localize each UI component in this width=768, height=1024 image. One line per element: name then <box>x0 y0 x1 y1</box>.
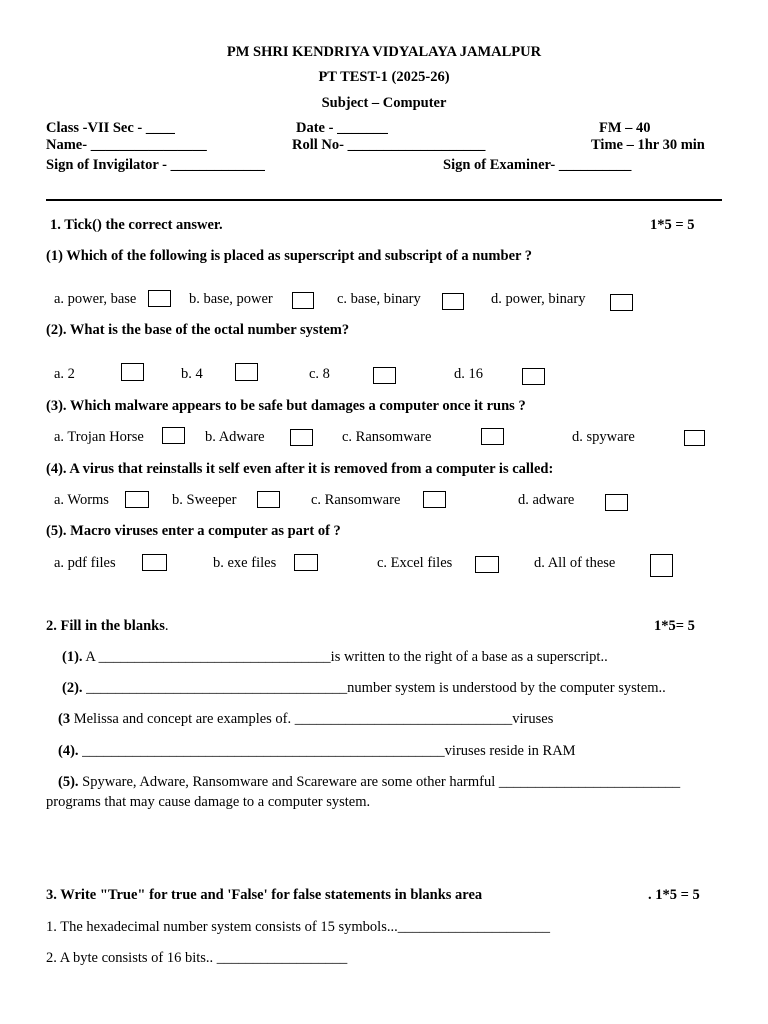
q1-option-a-checkbox[interactable] <box>148 290 171 307</box>
q3-option-c-checkbox[interactable] <box>481 428 504 445</box>
blank-item-5: (5). Spyware, Adware, Ransomware and Scareware are some other harmful _________________________ <box>58 774 681 790</box>
q1-option-b: b. base, power <box>189 291 273 307</box>
question-3: (3). Which malware appears to be safe but damages a computer once it runs ? <box>46 398 526 414</box>
q4-option-c: c. Ransomware <box>311 492 401 508</box>
q2-option-d: d. 16 <box>454 366 483 382</box>
section3-title: 3. Write "True" for true and 'False' for false statements in blanks area <box>46 887 483 903</box>
full-marks: FM – 40 <box>599 120 651 136</box>
blank-item-4: (4). __________________________________________________viruses reside in RAM <box>58 743 576 759</box>
section1-marks: 1*5 = 5 <box>650 217 695 233</box>
q5-option-c-checkbox[interactable] <box>475 556 499 573</box>
blank-item-2: (2). ____________________________________number system is understood by the computer system.. <box>62 680 666 696</box>
blank-item-1: (1). A ________________________________is written to the right of a base as a superscript.. <box>62 649 608 665</box>
q4-option-b-checkbox[interactable] <box>257 491 280 508</box>
class-section-field: Class -VII Sec - ____ <box>46 120 175 136</box>
q4-option-a: a. Worms <box>54 492 109 508</box>
q2-option-d-checkbox[interactable] <box>522 368 545 385</box>
q3-option-d-checkbox[interactable] <box>684 430 705 446</box>
q3-option-a: a. Trojan Horse <box>54 429 144 445</box>
q3-option-a-checkbox[interactable] <box>162 427 185 444</box>
invigilator-sign-field: Sign of Invigilator - _____________ <box>46 157 265 173</box>
q1-option-b-checkbox[interactable] <box>292 292 314 309</box>
question-1: (1) Which of the following is placed as superscript and subscript of a number ? <box>46 248 533 264</box>
date-field: Date - _______ <box>296 120 388 136</box>
name-field: Name- ________________ <box>46 137 207 153</box>
q3-option-b: b. Adware <box>205 429 265 445</box>
q5-option-d: d. All of these <box>534 555 616 571</box>
q3-option-c: c. Ransomware <box>342 429 432 445</box>
q4-option-d-checkbox[interactable] <box>605 494 628 511</box>
section2-title: 2. Fill in the blanks. <box>46 618 169 634</box>
q1-option-c: c. base, binary <box>337 291 421 307</box>
q5-option-a-checkbox[interactable] <box>142 554 167 571</box>
header-divider <box>46 199 722 201</box>
blank-item-5-continuation: programs that may cause damage to a computer system. <box>46 794 371 810</box>
section2-marks: 1*5= 5 <box>654 618 695 634</box>
examiner-sign-field: Sign of Examiner- __________ <box>443 157 632 173</box>
q5-option-c: c. Excel files <box>377 555 453 571</box>
time-allowed: Time – 1hr 30 min <box>591 137 705 153</box>
subject-title: Subject – Computer <box>321 95 447 111</box>
q1-option-d-checkbox[interactable] <box>610 294 633 311</box>
school-name: PM SHRI KENDRIYA VIDYALAYA JAMALPUR <box>226 44 542 60</box>
q5-option-b-checkbox[interactable] <box>294 554 318 571</box>
q2-option-c: c. 8 <box>309 366 330 382</box>
q1-option-c-checkbox[interactable] <box>442 293 464 310</box>
q4-option-b: b. Sweeper <box>172 492 237 508</box>
q5-option-b: b. exe files <box>213 555 277 571</box>
q4-option-c-checkbox[interactable] <box>423 491 446 508</box>
question-4: (4). A virus that reinstalls it self even after it is removed from a computer is called: <box>46 461 554 477</box>
true-false-item-2: 2. A byte consists of 16 bits.. __________________ <box>46 950 348 966</box>
q1-option-d: d. power, binary <box>491 291 586 307</box>
q4-option-a-checkbox[interactable] <box>125 491 149 508</box>
q2-option-a-checkbox[interactable] <box>121 363 144 381</box>
test-title: PT TEST-1 (2025-26) <box>318 69 450 85</box>
q1-option-a: a. power, base <box>54 291 137 307</box>
q2-option-b: b. 4 <box>181 366 203 382</box>
roll-no-field: Roll No- ___________________ <box>292 137 486 153</box>
blank-item-3: (3 Melissa and concept are examples of. ______________________________viruses <box>58 711 554 727</box>
q2-option-c-checkbox[interactable] <box>373 367 396 384</box>
question-2: (2). What is the base of the octal number system? <box>46 322 350 338</box>
q3-option-b-checkbox[interactable] <box>290 429 313 446</box>
q2-option-b-checkbox[interactable] <box>235 363 258 381</box>
q3-option-d: d. spyware <box>572 429 635 445</box>
q5-option-d-checkbox[interactable] <box>650 554 673 577</box>
q2-option-a: a. 2 <box>54 366 75 382</box>
section3-marks: . 1*5 = 5 <box>648 887 700 903</box>
section1-title: 1. Tick() the correct answer. <box>50 217 223 233</box>
q4-option-d: d. adware <box>518 492 575 508</box>
true-false-item-1: 1. The hexadecimal number system consists of 15 symbols..._____________________ <box>46 919 550 935</box>
q5-option-a: a. pdf files <box>54 555 116 571</box>
question-5: (5). Macro viruses enter a computer as part of ? <box>46 523 341 539</box>
